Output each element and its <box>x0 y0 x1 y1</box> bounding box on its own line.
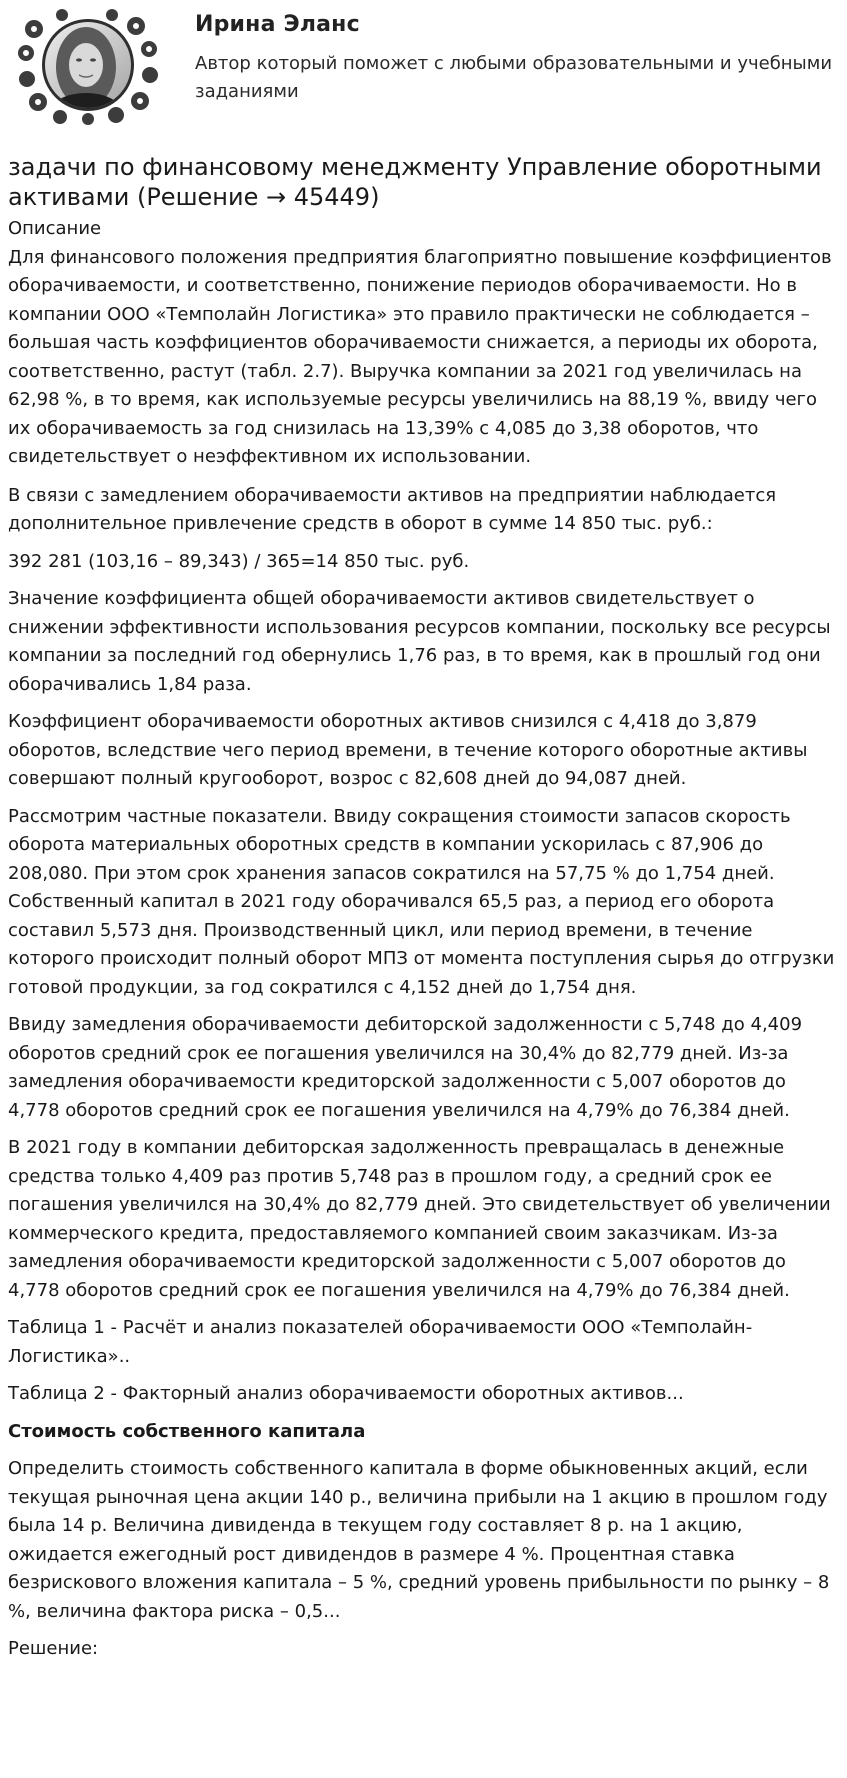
article-body <box>8 215 839 1664</box>
author-name[interactable]: Ирина Эланс <box>195 12 360 37</box>
table-caption: Таблица 2 - Факторный анализ оборачиваемости оборотных активов... <box>8 1383 684 1404</box>
paragraph: Для финансового положения предприятия благоприятно повышение коэффициентов оборачиваемости, и соответственно, понижение периодов оборачиваемости. Но в компании ООО «Темполайн Логистика» это правило практически не соблюдается – большая часть коэффициентов оборачиваемости снижается, а периоды их оборота, соответственно, растут (табл. 2.7). Выручка компании за 2021 год увеличилась на 62,98 %, в то время, как используемые ресурсы увеличились на 88,19 %, ввиду чего их оборачиваемость за год снизилась на 13,39% с 4,085 до 3,38 оборотов, что свидетельствует о неэффективном их использовании. <box>8 246 832 467</box>
author-card <box>8 0 839 138</box>
paragraph: Рассмотрим частные показатели. Ввиду сокращения стоимости запасов скорость оборота материальных оборотных средств в компании ускорилась с 87,906 до 208,080. При этом срок хранения запасов сократился на 57,75 % до 1,754 дней. Собственный капитал в 2021 году оборачивался 65,5 раз, а период его оборота составил 5,573 дня. Производственный цикл, или период времени, в течение которого происходит полный оборот МПЗ от момента поступления сырья до отгрузки готовой продукции, за год сократился с 4,152 дней до 1,754 дня. <box>8 805 835 998</box>
paragraph: В 2021 году в компании дебиторская задолженность превращалась в денежные средства только 4,409 раз против 5,748 раз в прошлом году, а средний срок ее погашения увеличился на 30,4% до 82,779 дней. Это свидетельствует об увеличении коммерческого кредита, предоставляемого компанией своим заказчикам. Из-за замедления оборачиваемости кредиторской задолженности с 5,007 оборотов до 4,778 оборотов средний срок ее погашения увеличился на 4,79% до 76,384 дней. <box>8 1137 831 1301</box>
paragraph: Ввиду замедления оборачиваемости дебиторской задолженности с 5,748 до 4,409 оборотов средний срок ее погашения увеличился на 30,4% до 82,779 дней. Из-за замедления оборачиваемости кредиторской задолженности с 5,007 оборотов до 4,778 оборотов средний срок ее погашения увеличился на 4,79% до 76,384 дней. <box>8 1014 803 1121</box>
page-title: задачи по финансовому менеджменту Управление оборотными активами (Решение → 45449) <box>8 153 822 211</box>
paragraph: В связи с замедлением оборачиваемости активов на предприятии наблюдается дополнительное привлечение средств в оборот в сумме 14 850 тыс. руб.: <box>8 484 777 534</box>
solution-label: Решение: <box>8 1638 99 1659</box>
task-text: Определить стоимость собственного капитала в форме обыкновенных акций, если текущая рыночная цена акции 140 р., величина прибыли на 1 акцию в прошлом году была 14 р. Величина дивиденда в текущем году составляет 8 р. на 1 акцию, ожидается ежегодный рост дивидендов в размере 4 %. Процентная ставка безрискового вложения капитала – 5 %, средний уровень прибыльности по рынку – 8 %, величина фактора риска – 0,5... <box>8 1458 830 1622</box>
author-avatar[interactable] <box>16 9 161 125</box>
description-label: Описание <box>8 218 102 239</box>
table-caption: Таблица 1 - Расчёт и анализ показателей оборачиваемости ООО «Темполайн-Логистика».. <box>8 1317 753 1367</box>
paragraph: Коэффициент оборачиваемости оборотных активов снизился с 4,418 до 3,879 оборотов, вследствие чего период времени, в течение которого оборотные активы совершают полный кругооборот, возрос с 82,608 дней до 94,087 дней. <box>8 711 808 789</box>
paragraph: Значение коэффициента общей оборачиваемости активов свидетельствует о снижении эффективности использования ресурсов компании, поскольку все ресурсы компании за последний год обернулись 1,76 раз, в то время, как в прошлый год они оборачивались 1,84 раза. <box>8 588 831 695</box>
paragraph: 392 281 (103,16 – 89,343) / 365=14 850 тыс. руб. <box>8 550 470 572</box>
section-heading: Стоимость собственного капитала <box>8 1420 366 1442</box>
author-description: Автор который поможет с любыми образовательными и учебными заданиями <box>195 53 833 102</box>
